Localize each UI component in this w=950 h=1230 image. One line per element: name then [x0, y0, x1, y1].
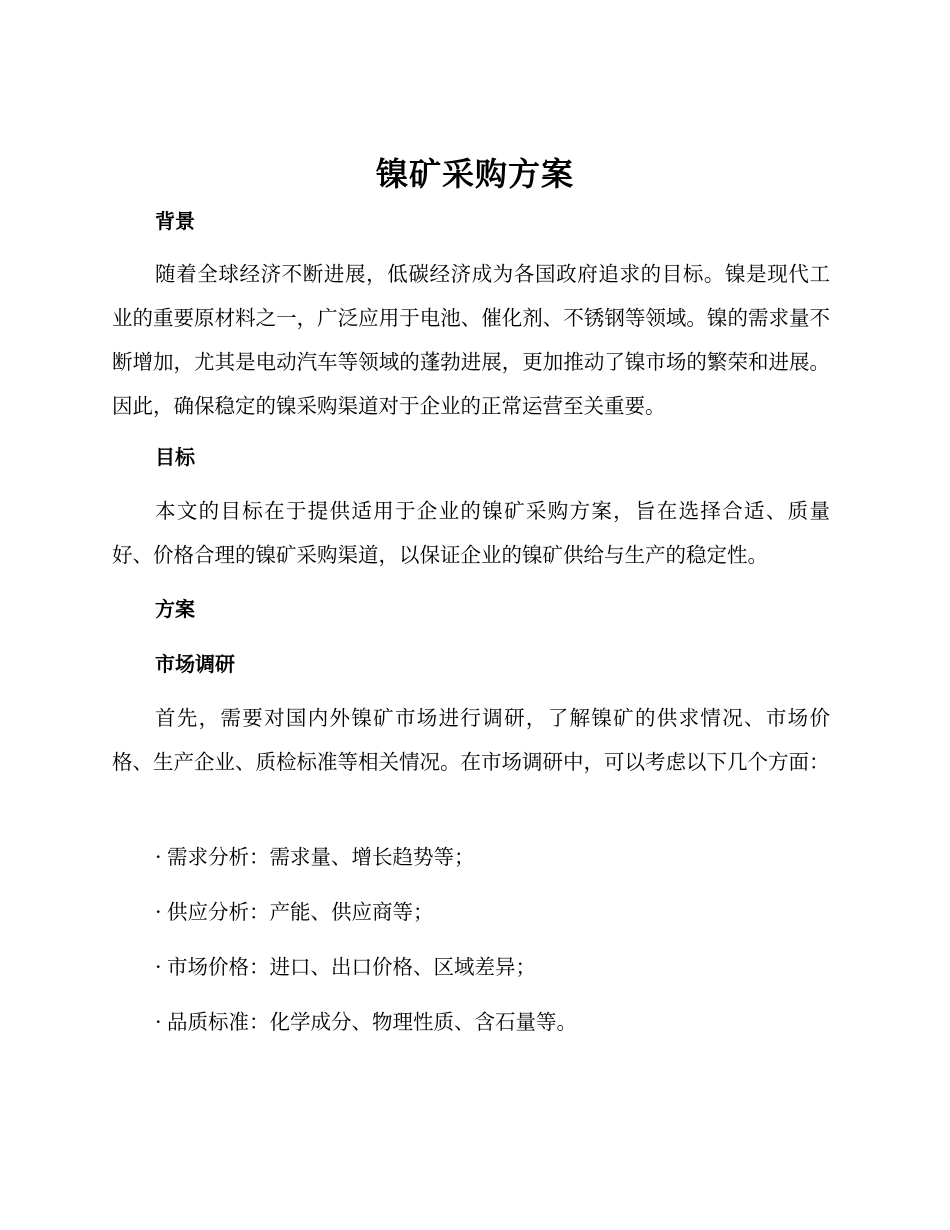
bullet-marker: · [155, 900, 162, 924]
list-item [155, 897, 434, 927]
section-heading-goal: 目标 [155, 445, 195, 469]
background-paragraph: 随着全球经济不断进展，低碳经济成为各国政府追求的目标。镍是现代工业的重要原材料之一，广泛应用于电池、催化剂、不锈钢等领域。镍的需求量不断增加，尤其是电动汽车等领域的蓬勃进展，更加推动了镍市场的繁荣和进展。因此，确保稳定的镍采购渠道对于企业的正常运营至关重要。 [112, 262, 830, 418]
bullet-marker: · [155, 955, 162, 979]
bullet-marker: · [155, 845, 162, 869]
section-heading-plan: 方案 [155, 597, 195, 621]
document-title: 镍矿采购方案 [375, 155, 574, 193]
list-item [155, 952, 536, 982]
market-research-paragraph: 首先，需要对国内外镍矿市场进行调研，了解镍矿的供求情况、市场价格、生产企业、质检标准等相关情况。在市场调研中，可以考虑以下几个方面： [112, 706, 830, 774]
list-item-text: 品质标准：化学成分、物理性质、含石量等。 [167, 1010, 577, 1034]
list-item-text: 供应分析：产能、供应商等； [167, 900, 434, 924]
list-item [155, 1007, 577, 1037]
subsection-heading-market-research: 市场调研 [155, 652, 235, 676]
list-item-text: 需求分析：需求量、增长趋势等； [167, 845, 475, 869]
section-heading-background: 背景 [155, 209, 195, 233]
goal-paragraph: 本文的目标在于提供适用于企业的镍矿采购方案，旨在选择合适、质量好、价格合理的镍矿采购渠道，以保证企业的镍矿供给与生产的稳定性。 [112, 499, 830, 567]
list-item-text: 市场价格：进口、出口价格、区域差异； [167, 955, 536, 979]
list-item [155, 842, 475, 872]
bullet-marker: · [155, 1010, 162, 1034]
